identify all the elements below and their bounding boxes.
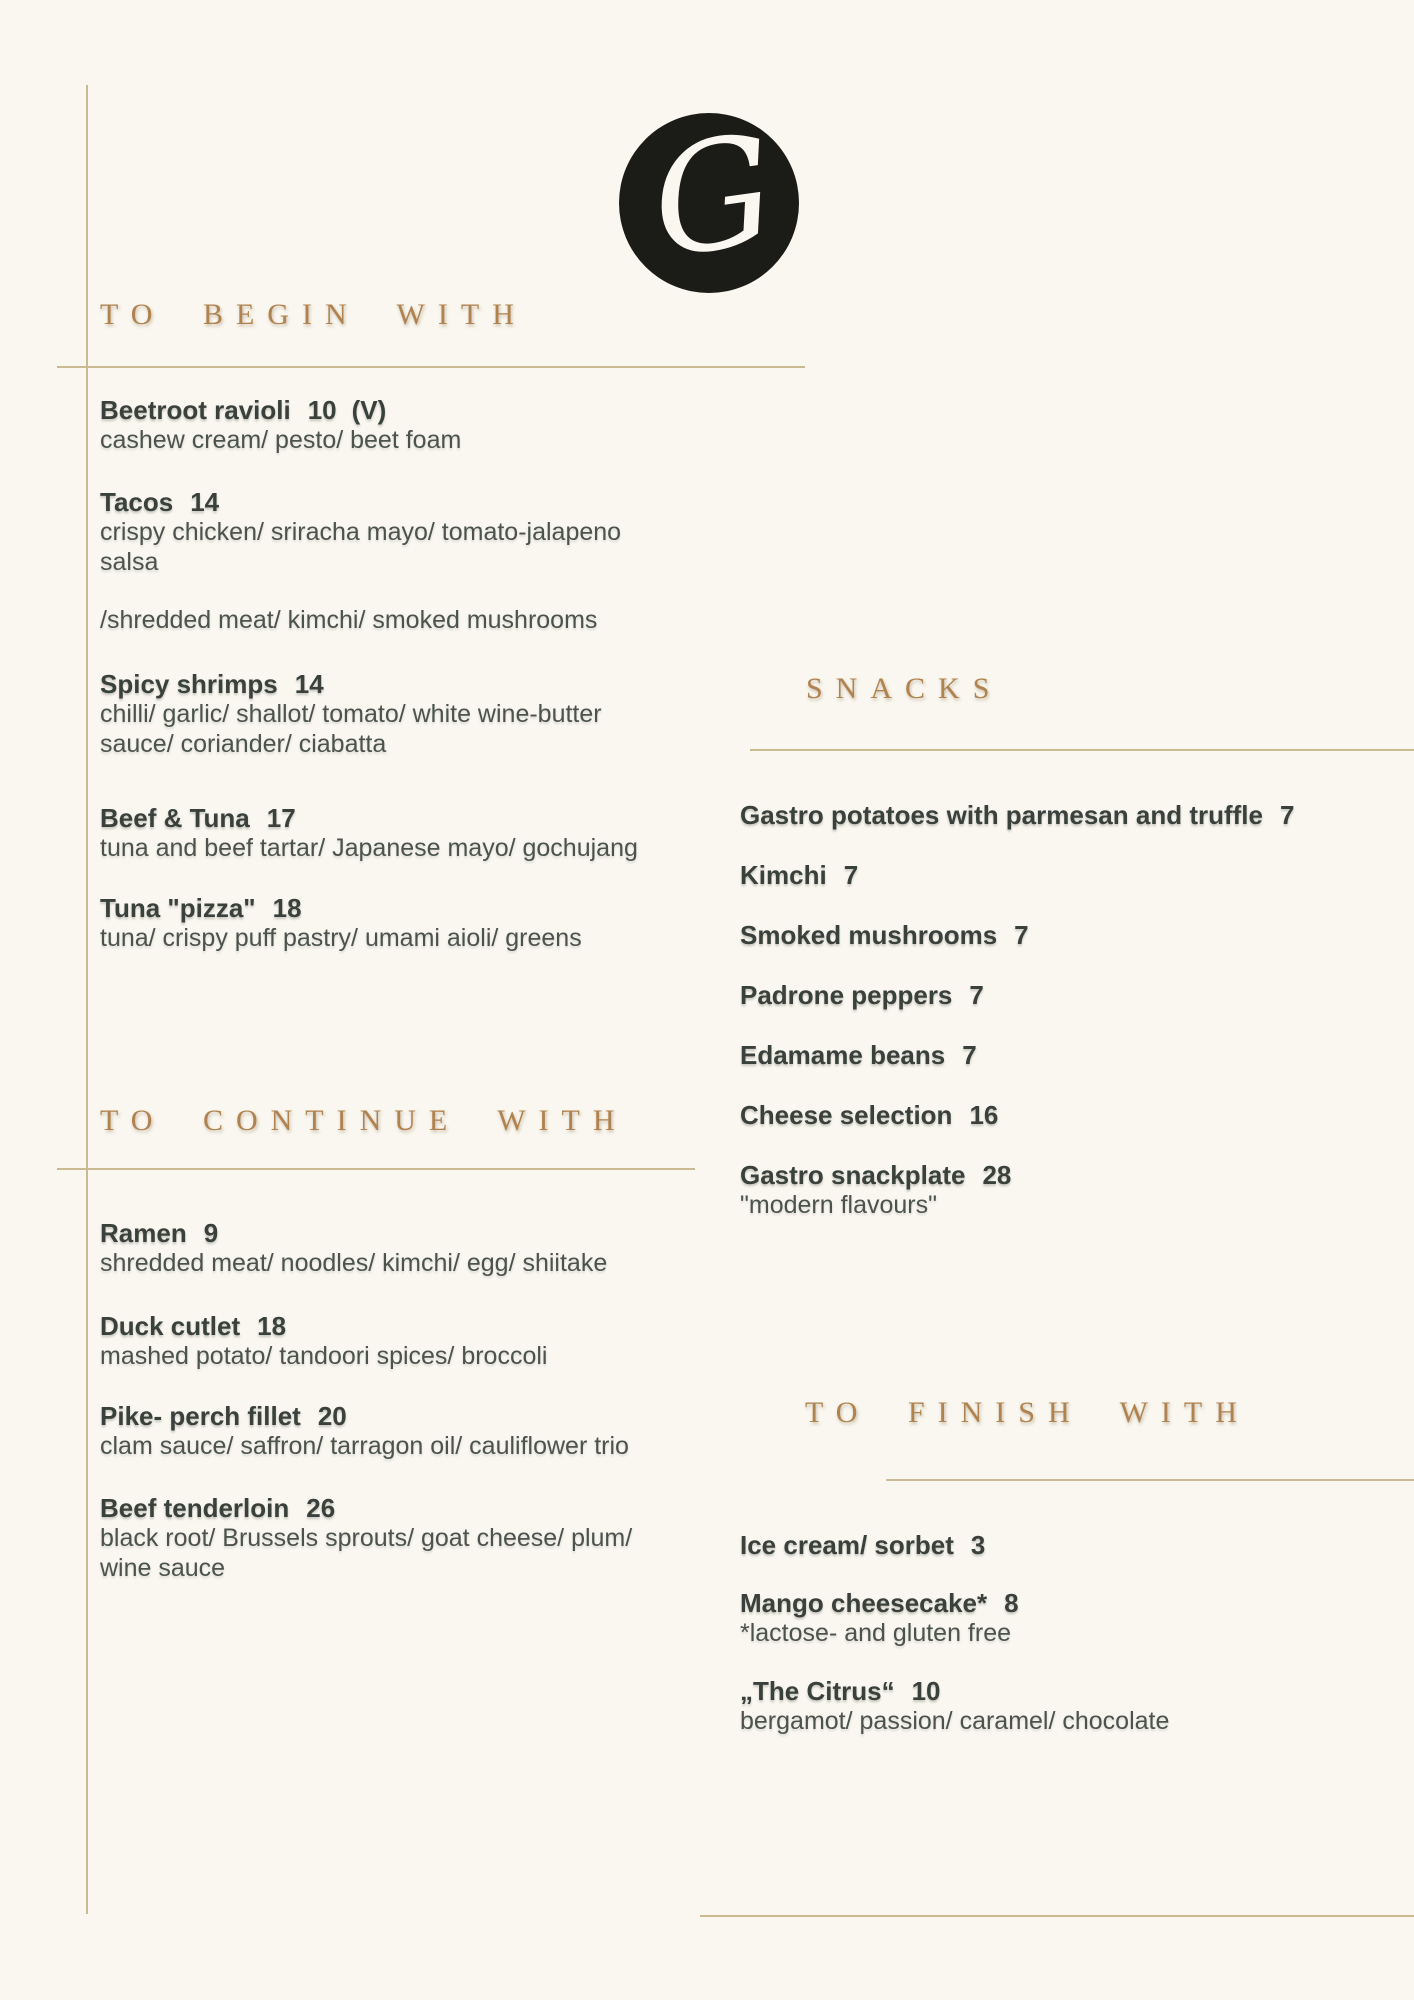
menu-item (740, 1040, 1400, 1070)
item-name: Smoked mushrooms (740, 920, 998, 950)
item-name: Ramen (100, 1218, 187, 1248)
divider-finish (886, 1479, 1414, 1481)
section-title-snacks: SNACKS (806, 672, 1003, 705)
item-name: Gastro snackplate (740, 1160, 966, 1190)
item-price: 9 (203, 1218, 219, 1248)
menu-item (100, 669, 750, 759)
section-snacks-items (740, 800, 1400, 1250)
item-name: Edamame beans (740, 1040, 946, 1070)
item-desc: chilli/ garlic/ shallot/ tomato/ white wine-butter (100, 700, 602, 728)
item-price: 7 (962, 1040, 977, 1070)
item-price: 14 (294, 669, 324, 699)
item-desc: *lactose- and gluten free (740, 1619, 1012, 1647)
menu-item (740, 920, 1400, 950)
item-price: 18 (257, 1311, 287, 1341)
divider-continue (57, 1168, 695, 1170)
item-name-line (740, 1530, 1400, 1560)
menu-item (740, 1676, 1400, 1736)
menu-item (100, 395, 750, 455)
divider-begin (57, 366, 805, 368)
item-name-line (740, 980, 1400, 1010)
item-name-line (100, 395, 750, 425)
item-name-line (100, 1218, 750, 1248)
item-name-line (100, 893, 750, 923)
logo-letter: G (641, 111, 785, 292)
item-name: Kimchi (740, 860, 827, 890)
left-vertical-rule (86, 85, 88, 1914)
section-title-continue: TO CONTINUE WITH (100, 1104, 628, 1137)
restaurant-logo (617, 111, 801, 295)
item-price: 7 (843, 860, 859, 890)
item-suffix: (V) (351, 395, 387, 425)
menu-item (100, 1218, 750, 1278)
item-name-line (100, 669, 750, 699)
item-name-line (100, 1401, 750, 1431)
section-begin-items (100, 395, 750, 953)
item-name-line (740, 1588, 1400, 1618)
item-price: 14 (190, 487, 220, 517)
item-desc: "modern flavours" (740, 1191, 937, 1219)
item-name: Padrone peppers (740, 980, 953, 1010)
item-desc: wine sauce (100, 1554, 226, 1582)
menu-item (740, 860, 1400, 890)
menu-item-variant (100, 605, 750, 635)
item-name-line (740, 920, 1400, 950)
item-name: Beef tenderloin (100, 1493, 290, 1523)
menu-item (740, 800, 1400, 830)
item-price: 28 (982, 1160, 1012, 1190)
item-desc: salsa (100, 548, 159, 576)
menu-item (100, 1311, 750, 1371)
item-name: Pike- perch fillet (100, 1401, 301, 1431)
menu-item (740, 980, 1400, 1010)
item-name-line (100, 803, 750, 833)
logo-circle (617, 111, 801, 295)
item-name-line (740, 1160, 1400, 1190)
item-price: 7 (1014, 920, 1029, 950)
item-name-line (100, 1493, 750, 1523)
section-continue-items (100, 1218, 750, 1583)
item-name: „The Citrus“ (740, 1676, 895, 1706)
item-name: Spicy shrimps (100, 669, 278, 699)
item-name-line (740, 860, 1400, 890)
item-name-line (740, 1676, 1400, 1706)
item-name: Gastro potatoes with parmesan and truffle (740, 800, 1263, 830)
section-title-begin: TO BEGIN WITH (100, 298, 527, 331)
divider-bottom (700, 1915, 1414, 1917)
item-desc: sauce/ coriander/ ciabatta (100, 730, 387, 758)
item-desc: bergamot/ passion/ caramel/ chocolate (740, 1707, 1170, 1735)
item-desc: clam sauce/ saffron/ tarragon oil/ cauliflower trio (100, 1432, 629, 1460)
item-price: 7 (969, 980, 984, 1010)
menu-item (100, 1493, 750, 1583)
item-name: Duck cutlet (100, 1311, 241, 1341)
menu-item (100, 803, 750, 863)
section-title-finish: TO FINISH WITH (805, 1396, 1250, 1429)
item-name: Mango cheesecake* (740, 1588, 988, 1618)
item-name-line (740, 800, 1400, 830)
item-name: Tuna "pizza" (100, 893, 256, 923)
menu-item (740, 1530, 1400, 1560)
divider-snacks (750, 749, 1414, 751)
item-price: 10 (911, 1676, 941, 1706)
menu-item (100, 487, 750, 577)
item-price: 8 (1004, 1588, 1019, 1618)
item-price: 10 (307, 395, 337, 425)
item-name-line (100, 1311, 750, 1341)
menu-item (100, 1401, 750, 1461)
item-desc: crispy chicken/ sriracha mayo/ tomato-jalapeno (100, 518, 622, 546)
menu-item (740, 1160, 1400, 1220)
item-price: 17 (266, 803, 296, 833)
item-name: Tacos (100, 487, 174, 517)
item-desc: mashed potato/ tandoori spices/ broccoli (100, 1342, 548, 1370)
item-price: 18 (272, 893, 302, 923)
item-desc: cashew cream/ pesto/ beet foam (100, 426, 462, 454)
item-name: Beef & Tuna (100, 803, 250, 833)
item-desc: shredded meat/ noodles/ kimchi/ egg/ shiitake (100, 1249, 608, 1277)
item-desc: tuna/ crispy puff pastry/ umami aioli/ greens (100, 924, 582, 952)
item-price: 20 (317, 1401, 347, 1431)
item-desc: /shredded meat/ kimchi/ smoked mushrooms (100, 606, 598, 634)
item-name-line (740, 1100, 1400, 1130)
item-name-line (740, 1040, 1400, 1070)
menu-item (100, 893, 750, 953)
item-desc: tuna and beef tartar/ Japanese mayo/ gochujang (100, 834, 638, 862)
menu-item (740, 1100, 1400, 1130)
item-price: 16 (969, 1100, 999, 1130)
item-price: 7 (1279, 800, 1295, 830)
item-desc: black root/ Brussels sprouts/ goat cheese/ plum/ (100, 1524, 633, 1552)
item-price: 3 (970, 1530, 986, 1560)
item-price: 26 (306, 1493, 336, 1523)
item-name-line (100, 487, 750, 517)
item-name: Ice cream/ sorbet (740, 1530, 954, 1560)
item-name: Beetroot ravioli (100, 395, 291, 425)
section-finish-items (740, 1530, 1400, 1736)
menu-item (740, 1588, 1400, 1648)
item-name: Cheese selection (740, 1100, 953, 1130)
